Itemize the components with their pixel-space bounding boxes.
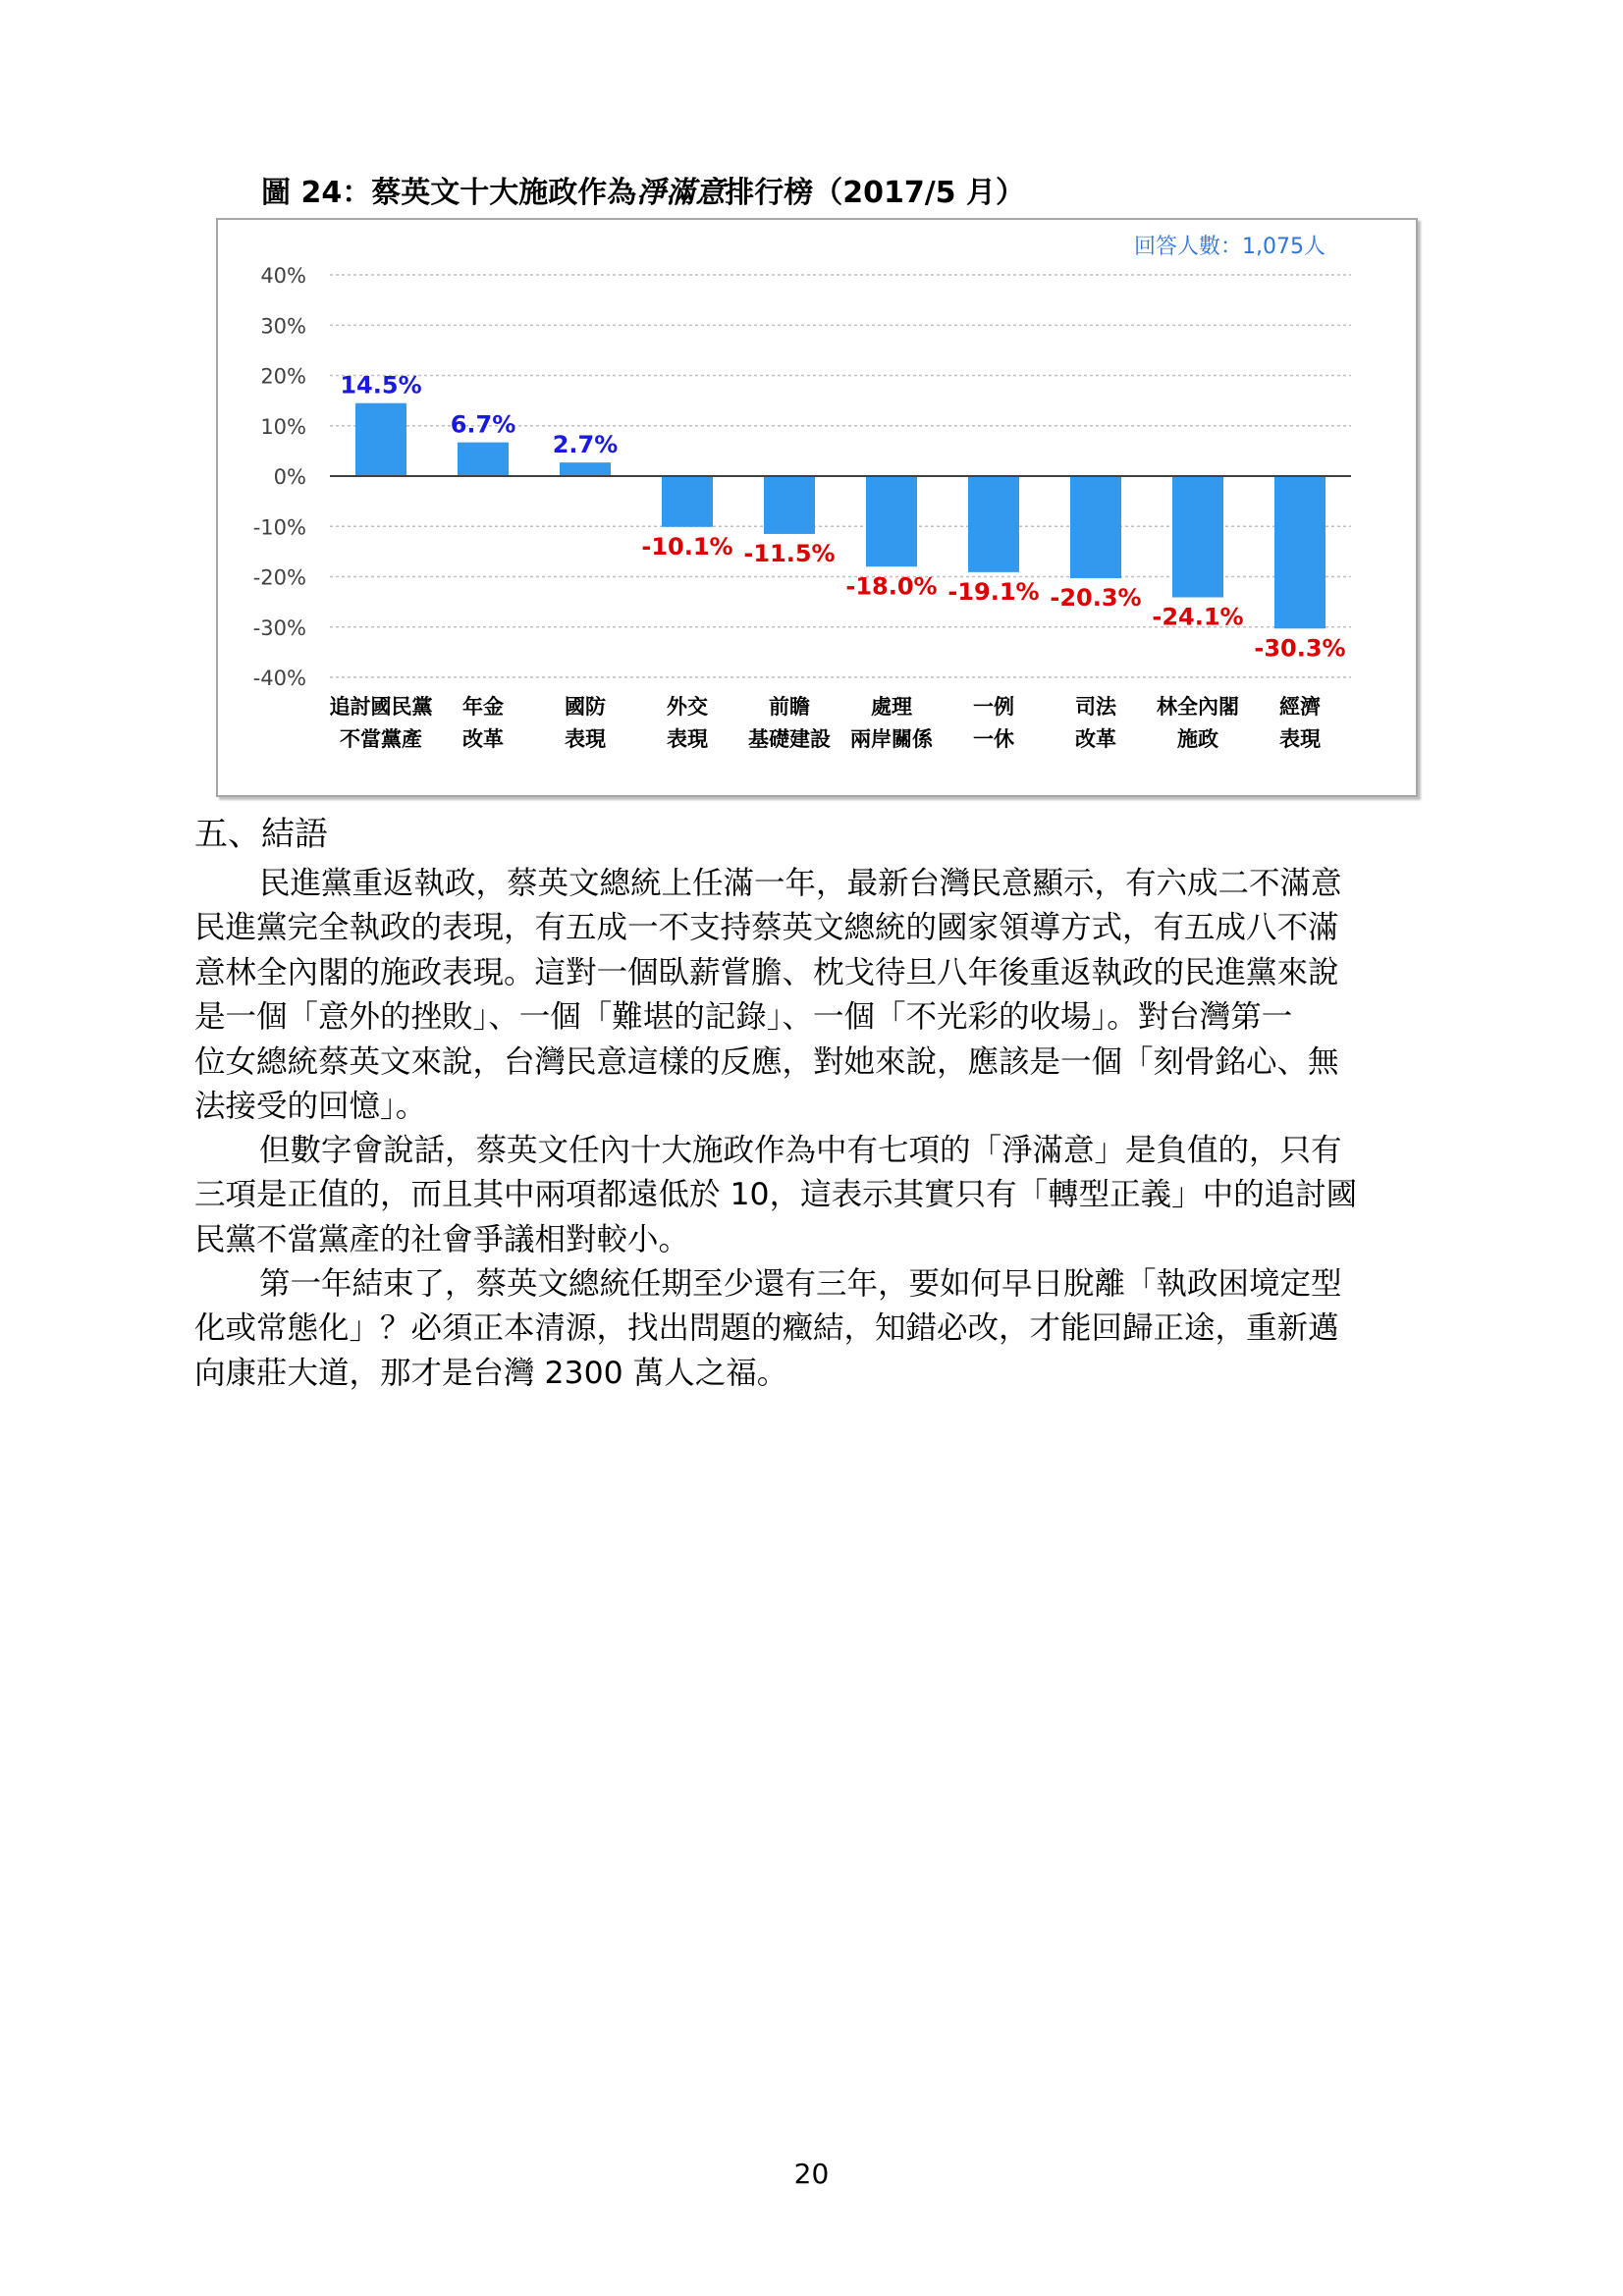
category-label: 處理 — [871, 695, 912, 719]
bar — [866, 476, 917, 566]
category-label: 一例 — [973, 695, 1014, 719]
category-label: 基礎建設 — [748, 727, 831, 751]
paragraph-line: 化或常態化」？必須正本清源，找出問題的癥結，知錯必改，才能回歸正途，重新邁 — [194, 1310, 1339, 1347]
category-label: 年金 — [462, 695, 504, 719]
paragraph-line: 三項是正值的，而且其中兩項都遠低於 10，這表示其實只有「轉型正義」中的追討國 — [194, 1177, 1358, 1213]
page-number: 20 — [793, 2158, 830, 2190]
paragraph-1 — [194, 862, 1434, 1129]
y-tick-label: -20% — [252, 565, 306, 590]
category-label: 經濟 — [1279, 695, 1321, 719]
y-axis-ticks — [253, 264, 306, 690]
figure-title — [261, 174, 1025, 213]
respondents-count: 回答人數：1,075人 — [1134, 235, 1325, 259]
x-axis-categories — [330, 695, 1322, 751]
bar — [355, 403, 406, 476]
paragraph-3 — [194, 1262, 1434, 1396]
category-label: 追討國民黨 — [329, 695, 433, 719]
paragraph-line: 但數字會說話，蔡英文任內十大施政作為中有七項的「淨滿意」是負值的，只有 — [259, 1133, 1342, 1168]
bar — [458, 443, 509, 476]
category-label: 改革 — [462, 727, 504, 751]
category-label: 表現 — [667, 727, 708, 751]
net-satisfaction-bar-chart — [218, 220, 1416, 795]
paragraph-line: 民進黨重返執政，蔡英文總統上任滿一年，最新台灣民意顯示，有六成二不滿意 — [259, 866, 1342, 901]
figure-title-emphasis: 淨滿意 — [636, 176, 726, 210]
category-label: 前瞻 — [769, 695, 810, 719]
value-label: 6.7% — [450, 410, 516, 439]
category-label: 司法 — [1075, 695, 1116, 719]
value-label: -19.1% — [947, 577, 1040, 606]
value-label: -30.3% — [1254, 634, 1346, 663]
category-label: 外交 — [667, 695, 708, 719]
y-tick-label: 10% — [260, 414, 306, 439]
y-tick-label: 20% — [260, 364, 306, 389]
y-tick-label: 0% — [273, 465, 306, 489]
value-label: -24.1% — [1152, 603, 1244, 631]
paragraph-line: 向康莊大道，那才是台灣 2300 萬人之福。 — [194, 1355, 788, 1391]
paragraph-line: 意林全內閣的施政表現。這對一個臥薪嘗膽、枕戈待旦八年後重返執政的民進黨來說 — [194, 954, 1339, 990]
y-tick-label: 40% — [260, 264, 306, 288]
bar — [1172, 476, 1223, 598]
bar — [1274, 476, 1325, 628]
chart-frame — [216, 218, 1418, 797]
category-label: 林全內閣 — [1157, 695, 1239, 719]
category-label: 國防 — [565, 695, 606, 719]
bar — [1070, 476, 1121, 578]
bar — [764, 476, 815, 534]
y-tick-label: 30% — [260, 314, 306, 339]
y-tick-label: -10% — [252, 515, 306, 540]
paragraph-line: 第一年結束了，蔡英文總統任期至少還有三年，要如何早日脫離「執政困境定型 — [259, 1266, 1342, 1302]
category-label: 不當黨產 — [340, 727, 422, 751]
figure-title-prefix: 圖 24：蔡英文十大施政作為 — [261, 176, 637, 210]
bar — [662, 476, 713, 527]
value-label: 14.5% — [340, 371, 422, 400]
paragraph-line: 民黨不當黨產的社會爭議相對較小。 — [194, 1221, 690, 1257]
category-label: 一休 — [973, 727, 1014, 751]
figure-title-suffix: 排行榜（2017/5 月） — [725, 176, 1025, 210]
value-label: -20.3% — [1050, 584, 1142, 613]
category-label: 表現 — [565, 727, 606, 751]
paragraph-line: 法接受的回憶」。 — [194, 1088, 427, 1124]
category-label: 表現 — [1279, 727, 1321, 751]
paragraph-2 — [194, 1129, 1434, 1262]
value-label: -11.5% — [743, 539, 836, 567]
bar — [968, 476, 1019, 572]
category-label: 施政 — [1177, 727, 1218, 751]
section-heading: 五、結語 — [194, 815, 328, 854]
value-label: 2.7% — [552, 431, 619, 459]
paragraph-line: 是一個「意外的挫敗」、一個「難堪的記錄」、一個「不光彩的收場」。對台灣第一 — [194, 999, 1293, 1036]
value-label: -10.1% — [641, 532, 733, 561]
value-label: -18.0% — [845, 572, 938, 601]
category-label: 兩岸關係 — [850, 727, 933, 751]
y-tick-label: -30% — [252, 615, 306, 640]
paragraph-line: 位女總統蔡英文來說，台灣民意這樣的反應，對她來說，應該是一個「刻骨銘心、無 — [194, 1043, 1339, 1080]
bar — [560, 462, 611, 476]
category-label: 改革 — [1075, 727, 1116, 751]
paragraph-line: 民進黨完全執政的表現，有五成一不支持蔡英文總統的國家領導方式，有五成八不滿 — [194, 910, 1339, 946]
y-tick-label: -40% — [252, 667, 306, 690]
